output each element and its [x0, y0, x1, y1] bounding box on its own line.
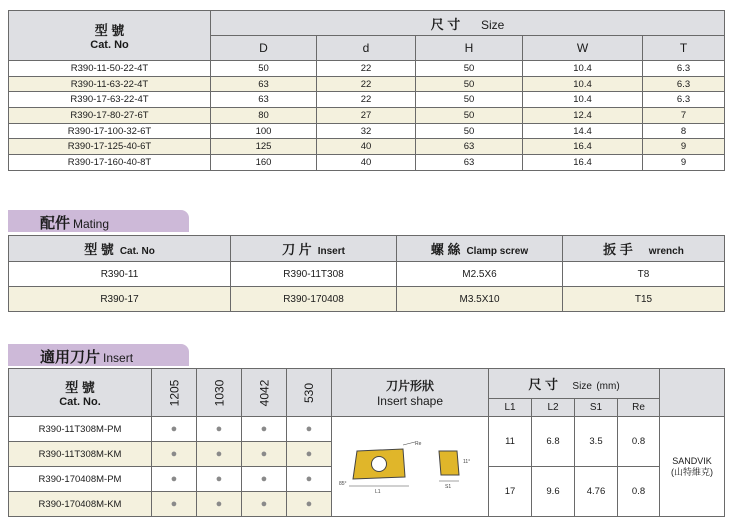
value-cell: 6.3	[643, 92, 725, 108]
mating-tab-en: Mating	[73, 217, 110, 231]
dim-header-Re: Re	[618, 399, 660, 417]
mating-tab	[8, 210, 189, 232]
size-col-T: T	[643, 36, 725, 61]
insert-cat-no: R390-11T308M-PM	[9, 417, 152, 442]
table-row	[9, 108, 725, 124]
mating-header-1	[231, 236, 397, 262]
value-cell: 10.4	[523, 92, 643, 108]
grade-dot: ●	[197, 492, 242, 517]
grade-dot: ●	[287, 492, 332, 517]
grade-dot: ●	[152, 467, 197, 492]
mating-table	[8, 235, 725, 312]
mating-cell: R390-170408	[231, 287, 397, 312]
dim-value: 17	[489, 467, 532, 517]
brand-en: SANDVIK	[672, 455, 712, 466]
table-row	[9, 417, 725, 442]
mating-cell: R390-11	[9, 262, 231, 287]
dim-value: 0.8	[618, 467, 660, 517]
table-row	[9, 123, 725, 139]
mating-header-cn: 型 號	[84, 241, 114, 257]
dim-header-S1: S1	[575, 399, 618, 417]
insert-hole	[372, 456, 387, 471]
mating-cell: R390-17	[9, 287, 231, 312]
table-row	[9, 287, 725, 312]
value-cell: 10.4	[523, 61, 643, 77]
grade-dot: ●	[152, 417, 197, 442]
value-cell: 22	[317, 61, 416, 77]
value-cell: 22	[317, 92, 416, 108]
grade-label: 1205	[166, 379, 181, 406]
table-row	[9, 262, 725, 287]
dim-value: 6.8	[532, 417, 575, 467]
table-body	[9, 61, 725, 171]
insert-side-view	[439, 451, 459, 475]
insert-table	[8, 368, 725, 517]
grade-label: 530	[302, 382, 316, 403]
insert-size-header: 尺 寸 Size (mm)	[489, 369, 660, 399]
insert-body	[9, 417, 725, 517]
insert-drawing	[335, 437, 485, 497]
grade-dot: ●	[197, 417, 242, 442]
grade-label: 4042	[256, 379, 271, 406]
table-row	[9, 92, 725, 108]
insert-shape-header: 刀片形狀 Insert shape	[332, 369, 489, 417]
insert-tab	[8, 344, 189, 366]
mating-cell: T15	[563, 287, 725, 312]
mating-cell: M3.5X10	[397, 287, 563, 312]
value-cell: 22	[317, 76, 416, 92]
grade-dot: ●	[242, 492, 287, 517]
value-cell: 27	[317, 108, 416, 124]
model-header: 型 號 Cat. No	[9, 11, 211, 61]
mating-header-row	[9, 236, 725, 262]
value-cell: 50	[416, 92, 523, 108]
grade-dot: ●	[287, 442, 332, 467]
dim-value: 0.8	[618, 417, 660, 467]
value-cell: 16.4	[523, 155, 643, 171]
grade-header	[152, 369, 197, 417]
mating-header-en: Cat. No	[119, 245, 155, 257]
mating-tab-cn: 配件	[40, 215, 71, 232]
dimension-table	[8, 10, 725, 171]
mating-header-2	[397, 236, 563, 262]
table-row	[9, 155, 725, 171]
value-cell: 100	[211, 123, 317, 139]
value-cell: 8	[643, 123, 725, 139]
value-cell: 16.4	[523, 139, 643, 155]
label-angle: 85°	[339, 480, 347, 487]
insert-cat-no: R390-170408M-KM	[9, 492, 152, 517]
mating-header-en: wrench	[648, 245, 684, 257]
grade-header	[287, 369, 332, 417]
grade-dot: ●	[287, 417, 332, 442]
mating-header-en: Clamp screw	[466, 245, 529, 257]
value-cell: 80	[211, 108, 317, 124]
value-cell: 50	[416, 123, 523, 139]
value-cell: 50	[416, 76, 523, 92]
value-cell: 14.4	[523, 123, 643, 139]
brand-cell	[660, 417, 725, 517]
dim-value: 3.5	[575, 417, 618, 467]
mating-header-en: Insert	[317, 245, 345, 257]
grade-dot: ●	[197, 442, 242, 467]
dim-value: 4.76	[575, 467, 618, 517]
insert-shape-drawing	[332, 417, 489, 517]
insert-model-header: 型 號 Cat. No.	[9, 369, 152, 417]
dim-header-L2: L2	[532, 399, 575, 417]
value-cell: 12.4	[523, 108, 643, 124]
cat-no-cell: R390-17-125-40-6T	[9, 139, 211, 155]
brand-cn: (山特維克)	[671, 466, 713, 477]
value-cell: 9	[643, 139, 725, 155]
mating-header-cn: 扳 手	[603, 241, 633, 257]
dim-value: 11	[489, 417, 532, 467]
insert-cat-no: R390-170408M-PM	[9, 467, 152, 492]
insert-tab-cn: 適用刀片	[40, 349, 101, 366]
value-cell: 7	[643, 108, 725, 124]
grade-header	[242, 369, 287, 417]
mating-cell: T8	[563, 262, 725, 287]
grade-dot: ●	[152, 492, 197, 517]
mating-body	[9, 262, 725, 312]
value-cell: 63	[416, 155, 523, 171]
size-col-d: d	[317, 36, 416, 61]
value-cell: 40	[317, 139, 416, 155]
size-col-H: H	[416, 36, 523, 61]
size-header: 尺 寸 Size	[211, 11, 725, 36]
value-cell: 6.3	[643, 76, 725, 92]
value-cell: 10.4	[523, 76, 643, 92]
value-cell: 50	[416, 61, 523, 77]
value-cell: 40	[317, 155, 416, 171]
cat-no-cell: R390-11-50-22-4T	[9, 61, 211, 77]
grade-label: 1030	[211, 379, 226, 406]
grade-header	[197, 369, 242, 417]
label-clearance: 11°	[463, 458, 471, 465]
mating-cell: R390-11T308	[231, 262, 397, 287]
mating-header-0	[9, 236, 231, 262]
label-s1: S1	[445, 483, 452, 490]
table-row	[9, 76, 725, 92]
insert-tab-en: Insert	[103, 351, 134, 365]
mating-header-cn: 刀 片	[282, 241, 312, 257]
cat-no-cell: R390-17-80-27-6T	[9, 108, 211, 124]
mating-header-3	[563, 236, 725, 262]
size-col-W: W	[523, 36, 643, 61]
table-row	[9, 139, 725, 155]
cat-no-cell: R390-11-63-22-4T	[9, 76, 211, 92]
value-cell: 63	[211, 92, 317, 108]
value-cell: 160	[211, 155, 317, 171]
cat-no-cell: R390-17-160-40-8T	[9, 155, 211, 171]
size-col-D: D	[211, 36, 317, 61]
value-cell: 125	[211, 139, 317, 155]
value-cell: 63	[211, 76, 317, 92]
value-cell: 50	[416, 108, 523, 124]
mating-header-cn: 螺 絲	[430, 241, 461, 257]
value-cell: 6.3	[643, 61, 725, 77]
label-re: Re	[415, 440, 422, 447]
label-l1: L1	[375, 488, 381, 495]
dim-header-L1: L1	[489, 399, 532, 417]
table-row	[9, 61, 725, 77]
cat-no-cell: R390-17-63-22-4T	[9, 92, 211, 108]
grade-dot: ●	[152, 442, 197, 467]
grade-dot: ●	[197, 467, 242, 492]
grade-dot: ●	[287, 467, 332, 492]
mating-cell: M2.5X6	[397, 262, 563, 287]
cat-no-cell: R390-17-100-32-6T	[9, 123, 211, 139]
value-cell: 9	[643, 155, 725, 171]
insert-cat-no: R390-11T308M-KM	[9, 442, 152, 467]
value-cell: 63	[416, 139, 523, 155]
value-cell: 50	[211, 61, 317, 77]
dim-value: 9.6	[532, 467, 575, 517]
brand-header	[660, 369, 725, 417]
grade-dot: ●	[242, 417, 287, 442]
grade-dot: ●	[242, 442, 287, 467]
grade-dot: ●	[242, 467, 287, 492]
value-cell: 32	[317, 123, 416, 139]
